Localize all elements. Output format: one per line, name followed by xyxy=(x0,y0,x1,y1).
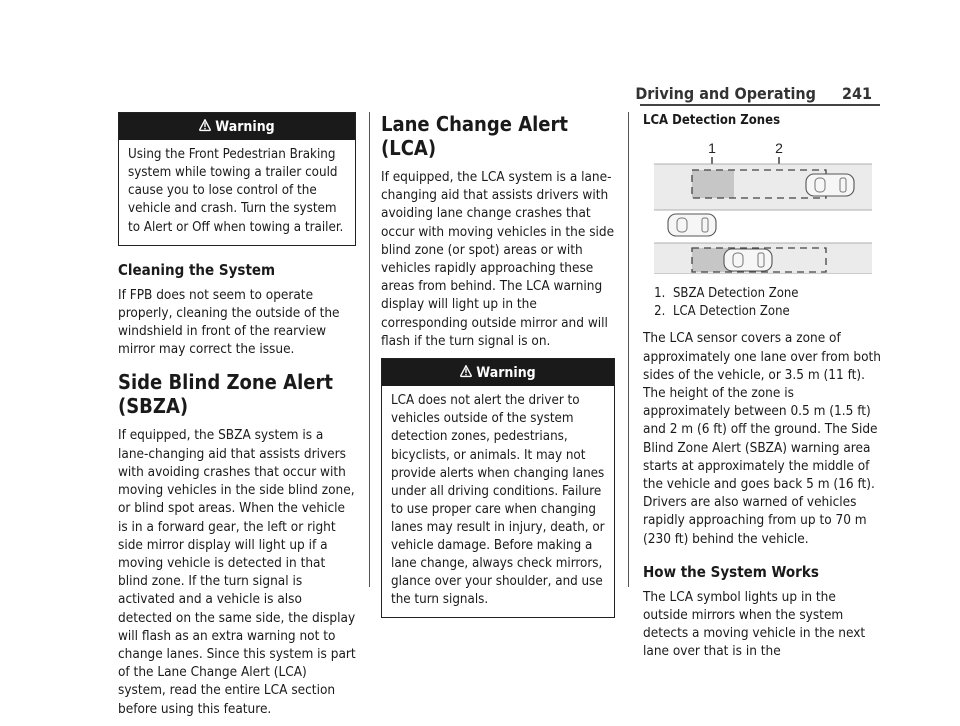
warning-icon xyxy=(199,117,211,135)
lca-detection-zones-diagram xyxy=(654,138,872,274)
legend-item: 1. SBZA Detection Zone xyxy=(669,285,881,303)
diagram-legend xyxy=(643,285,881,321)
paragraph-how-it-works: The LCA symbol lights up in the outside mirrors when the system detects a moving vehicle in the next lane over that is in the xyxy=(643,588,866,660)
host-vehicle-icon xyxy=(668,214,716,236)
column-1 xyxy=(118,112,356,726)
figure-title: LCA Detection Zones xyxy=(643,113,781,128)
heading-sbza: Side Blind Zone Alert (SBZA) xyxy=(118,370,333,419)
paragraph-sbza: If equipped, the SBZA system is a lane-changing aid that assists drivers with avoiding crashes that occur with moving vehicles in the side blind zone, or blind spot areas. When the vehicle is in a forward gear, the left or right side mirror display will light up if a moving vehicle is detected in that blind zone. If the turn signal is activated and a vehicle is also detected on the same side, the display will flash as an extra warning not to change lanes. Since this system is part of the Lane Change Alert (LCA) system, read the entire LCA section before using this feature. xyxy=(118,427,356,717)
callout-1: 1 xyxy=(708,140,716,157)
column-divider xyxy=(628,112,629,587)
section-title: Driving and Operating xyxy=(635,84,816,103)
sbza-zone-left xyxy=(692,170,734,198)
warning-label: Warning xyxy=(215,119,275,135)
warning-box-towing xyxy=(118,112,356,246)
car-icon xyxy=(724,249,772,271)
legend-item: 2. LCA Detection Zone xyxy=(669,303,881,321)
paragraph-zone: The LCA sensor covers a zone of approximately one lane over from both sides of the vehicle, or 3.5 m (11 ft). The height of the zone is approximately between 0.5 m (1.5 ft) and 2 m (6 ft) off the ground. The Side Blind Zone Alert (SBZA) warning area starts at approximately the middle of the vehicle and goes back 5 m (16 ft). Drivers are also warned of vehicles rapidly approaching from up to 70 m (230 ft) behind the vehicle. xyxy=(643,330,881,547)
page-number: 241 xyxy=(841,84,872,103)
warning-header xyxy=(382,359,614,386)
heading-how-it-works: How the System Works xyxy=(643,562,819,581)
warning-header xyxy=(119,113,355,140)
page-header xyxy=(635,84,872,103)
column-divider xyxy=(369,112,370,587)
paragraph-lca: If equipped, the LCA system is a lane-changing aid that assists drivers with avoiding lane change crashes that occur with moving vehicles in the side blind zone (or spot) areas or with vehicles rapidly approaching these areas from behind. The LCA warning display will light up in the corresponding outside mirror and will flash if the turn signal is on. xyxy=(381,169,615,349)
warning-label: Warning xyxy=(476,365,536,382)
heading-lca: Lane Change Alert (LCA) xyxy=(381,112,568,160)
warning-text: Using the Front Pedestrian Braking system while towing a trailer could cause you to lose control of the vehicle and crash. Turn the system to Alert or Off when towing a trailer. xyxy=(128,147,344,235)
warning-text: LCA does not alert the driver to vehicles outside of the system detection zones, pedestrians, bicyclists, or animals. It may not provide alerts when changing lanes under all driving conditions. Failure to use proper care when changing lanes may result in injury, death, or vehicle damage. Before making a lane change, always check mirrors, glance over your shoulder, and use the turn signals. xyxy=(391,393,605,608)
car-icon xyxy=(806,174,854,196)
column-3 xyxy=(643,112,881,669)
callout-2: 2 xyxy=(775,140,783,157)
header-rule xyxy=(640,104,880,106)
warning-icon xyxy=(460,363,472,381)
paragraph-cleaning: If FPB does not seem to operate properly, cleaning the outside of the windshield in front of the rearview mirror may correct the issue. xyxy=(118,286,340,358)
heading-cleaning: Cleaning the System xyxy=(118,260,276,279)
warning-box-lca xyxy=(381,358,615,618)
column-2 xyxy=(381,112,615,630)
